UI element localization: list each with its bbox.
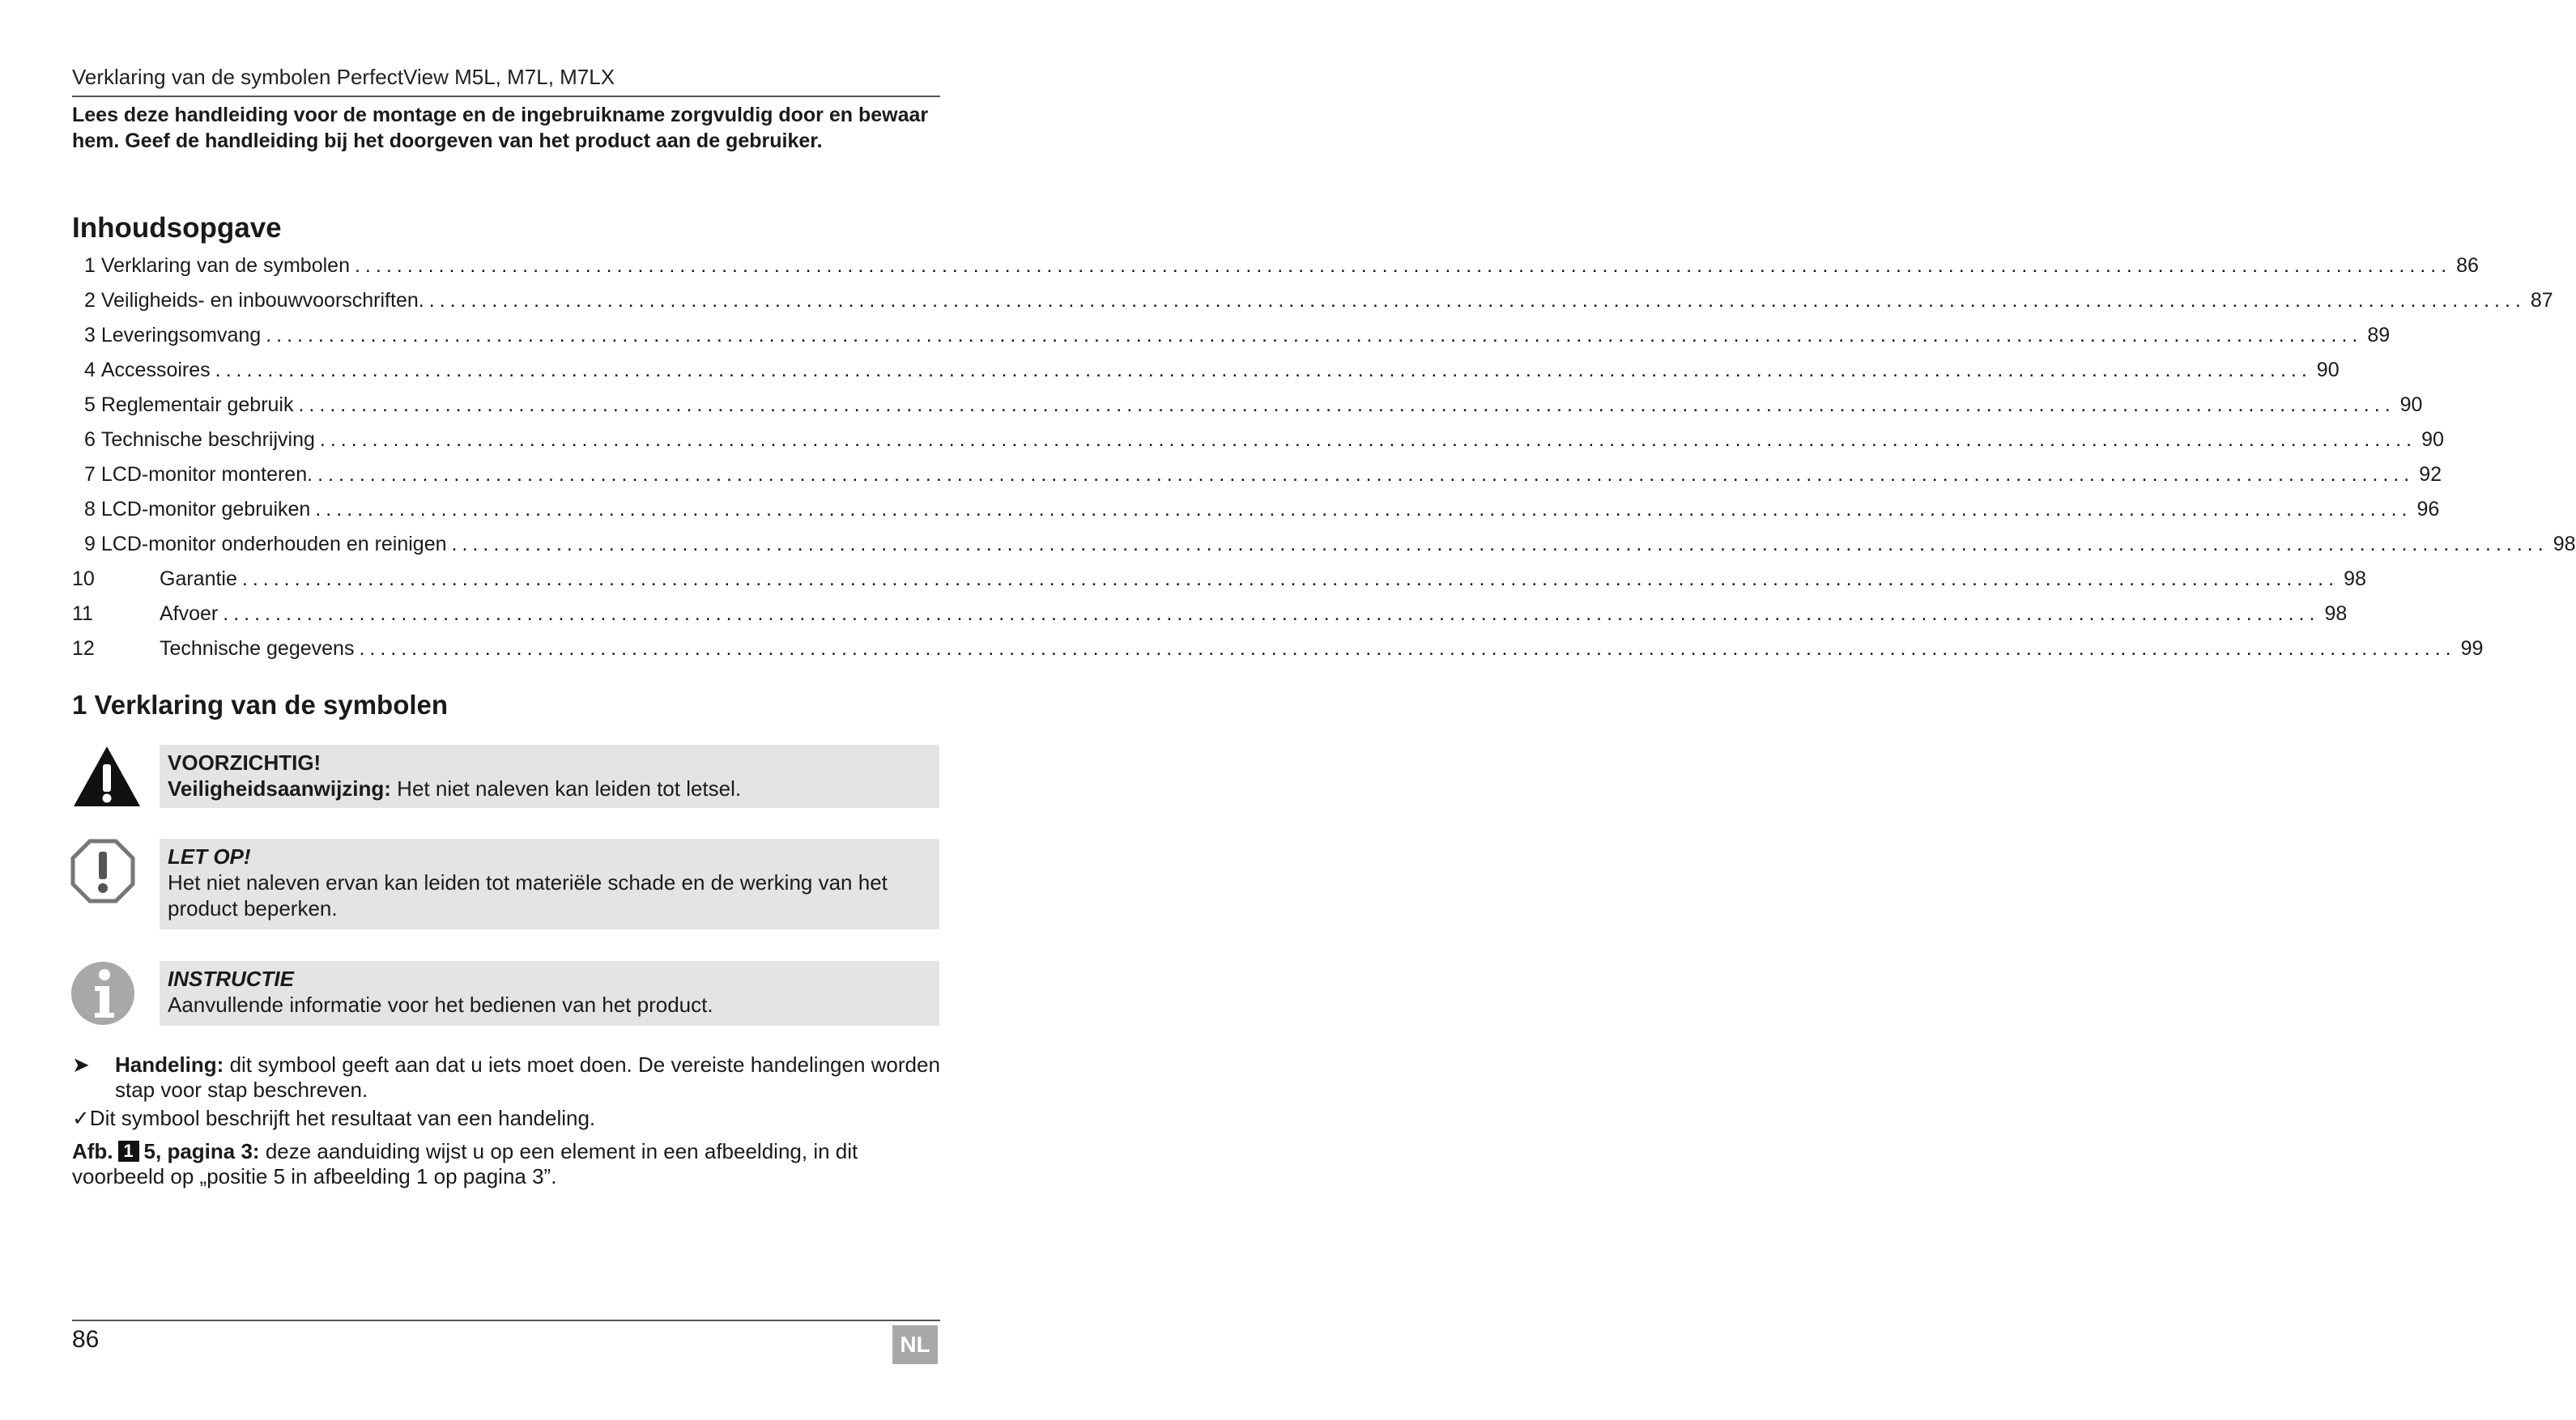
toc-entry-title: Technische beschrijving	[100, 428, 315, 451]
toc-entry-page: 98	[2324, 602, 2348, 625]
toc-entry-title: LCD-monitor onderhouden en reinigen	[100, 533, 447, 555]
figure-position-label: 5, pagina 3:	[143, 1139, 260, 1163]
page-number: 86	[72, 1326, 100, 1353]
toc-entry-page: 90	[2316, 359, 2340, 381]
result-paragraph	[72, 1106, 940, 1131]
toc-entry-number: 2	[84, 289, 101, 312]
toc-entry-number: 5	[84, 393, 101, 416]
handling-text: dit symbool geeft aan dat u iets moet doen. De vereiste handelingen worden stap voor stap beschreven.	[115, 1052, 940, 1102]
toc-leader-dots: ........................................................................................................................................................................................................	[319, 428, 2417, 451]
instruction-box	[160, 961, 939, 1026]
figure-number-badge: 1	[118, 1141, 139, 1162]
intro-text: Lees deze handleiding voor de montage en de ingebruikname zorgvuldig door en bewaar hem. Geef de handleiding bij het doorgeven van het product aan de gebruiker.	[72, 104, 929, 152]
toc-leader-dots: ........................................................................................................................................................................................................	[315, 498, 2412, 521]
toc-entry-page: 86	[2456, 254, 2479, 277]
notice-title: LET OP!	[168, 844, 251, 869]
caution-text: Het niet naleven kan leiden tot letsel.	[390, 776, 742, 801]
toc-entry	[72, 601, 2348, 627]
toc-entry-page: 90	[2399, 393, 2423, 416]
figure-label: Afb.	[72, 1139, 113, 1163]
info-icon	[70, 961, 135, 1026]
toc-entry	[72, 566, 2366, 592]
toc-entry-title: Accessoires	[100, 359, 211, 381]
toc-entry-number: 12	[72, 637, 95, 660]
toc-entry-page: 90	[2421, 428, 2444, 451]
toc-entry-title: Verklaring van de symbolen	[100, 254, 350, 277]
caution-box	[160, 745, 939, 808]
language-badge: NL	[892, 1325, 938, 1364]
toc-entry	[84, 357, 2340, 383]
toc-leader-dots: ........................................................................................................................................................................................................	[317, 463, 2415, 486]
handling-label: Handeling:	[115, 1052, 224, 1077]
toc-entry	[84, 287, 2553, 313]
toc-heading: Inhoudsopgave	[72, 212, 282, 244]
toc-entry-title: LCD-monitor monteren.	[100, 463, 313, 486]
toc-entry-page: 92	[2419, 463, 2442, 486]
toc-entry-number: 3	[84, 324, 101, 346]
toc-entry	[84, 253, 2479, 278]
toc-entry	[84, 461, 2442, 487]
result-text: Dit symbool beschrijft het resultaat van een handeling.	[89, 1106, 596, 1130]
footer-divider	[72, 1320, 940, 1321]
section-heading: 1 Verklaring van de symbolen	[72, 690, 449, 720]
caution-label: Veiligheidsaanwijzing:	[168, 776, 391, 801]
toc-leader-dots: ........................................................................................................................................................................................................	[223, 602, 2320, 625]
toc-entry-number: 8	[84, 498, 101, 521]
toc-entry-title: LCD-monitor gebruiken	[100, 498, 311, 521]
notice-text: Het niet naleven ervan kan leiden tot materiële schade en de werking van het product beperken.	[168, 870, 888, 920]
toc-entry-number: 9	[84, 533, 101, 555]
toc-entry-page: 98	[2344, 568, 2366, 590]
toc-entry	[84, 496, 2440, 522]
handling-arrow-icon: ➤	[72, 1052, 90, 1077]
toc-entry-title: Reglementair gebruik	[100, 393, 294, 416]
toc-leader-dots: ........................................................................................................................................................................................................	[266, 324, 2363, 346]
toc-leader-dots: ........................................................................................................................................................................................................	[241, 568, 2340, 590]
toc-leader-dots: ........................................................................................................................................................................................................	[359, 637, 2456, 660]
notice-box	[160, 839, 939, 929]
toc-entry-title: Technische gegevens	[160, 637, 355, 660]
toc-entry	[84, 531, 2576, 557]
toc-entry	[84, 392, 2423, 418]
toc-leader-dots: ........................................................................................................................................................................................................	[428, 289, 2526, 312]
toc-entry-number: 1	[84, 254, 101, 277]
caution-title: VOORZICHTIG!	[168, 750, 321, 775]
figure-reference-text: deze aanduiding wijst u op een element in een afbeelding, in dit voorbeeld op „positie 5 in afbeelding 1 op pagina 3”.	[72, 1139, 858, 1188]
toc-entry-page: 87	[2530, 289, 2553, 312]
header-divider	[72, 96, 940, 97]
toc-entry-title: Garantie	[160, 568, 237, 590]
toc-entry-title: Veiligheids- en inbouwvoorschriften.	[100, 289, 424, 312]
toc-entry-page: 98	[2553, 533, 2576, 555]
toc-entry-number: 7	[84, 463, 101, 486]
toc-entry	[84, 427, 2444, 453]
toc-entry	[72, 636, 2484, 661]
running-title: Verklaring van de symbolen PerfectView M5L, M7L, M7LX	[72, 65, 615, 89]
handling-paragraph	[115, 1052, 940, 1103]
figure-reference-paragraph	[72, 1139, 940, 1189]
toc-entry-title: Afvoer	[160, 602, 219, 625]
toc-entry-page: 96	[2416, 498, 2440, 521]
toc-leader-dots: ........................................................................................................................................................................................................	[298, 393, 2395, 416]
instruction-text: Aanvullende informatie voor het bedienen van het product.	[168, 993, 713, 1017]
toc-entry-number: 10	[72, 568, 95, 590]
toc-entry	[84, 322, 2391, 348]
notice-octagon-icon	[70, 839, 135, 903]
toc-leader-dots: ........................................................................................................................................................................................................	[451, 533, 2548, 555]
toc-entry-title: Leveringsomvang	[100, 324, 262, 346]
toc-entry-number: 11	[72, 602, 93, 625]
toc-leader-dots: ........................................................................................................................................................................................................	[215, 359, 2312, 381]
toc-leader-dots: ........................................................................................................................................................................................................	[354, 254, 2452, 277]
instruction-title: INSTRUCTIE	[168, 967, 294, 991]
toc-entry-number: 4	[84, 359, 101, 381]
toc-entry-number: 6	[84, 428, 101, 451]
warning-triangle-icon	[72, 745, 142, 808]
toc-entry-page: 89	[2367, 324, 2391, 346]
toc-entry-page: 99	[2460, 637, 2484, 660]
check-icon: ✓	[72, 1106, 90, 1130]
